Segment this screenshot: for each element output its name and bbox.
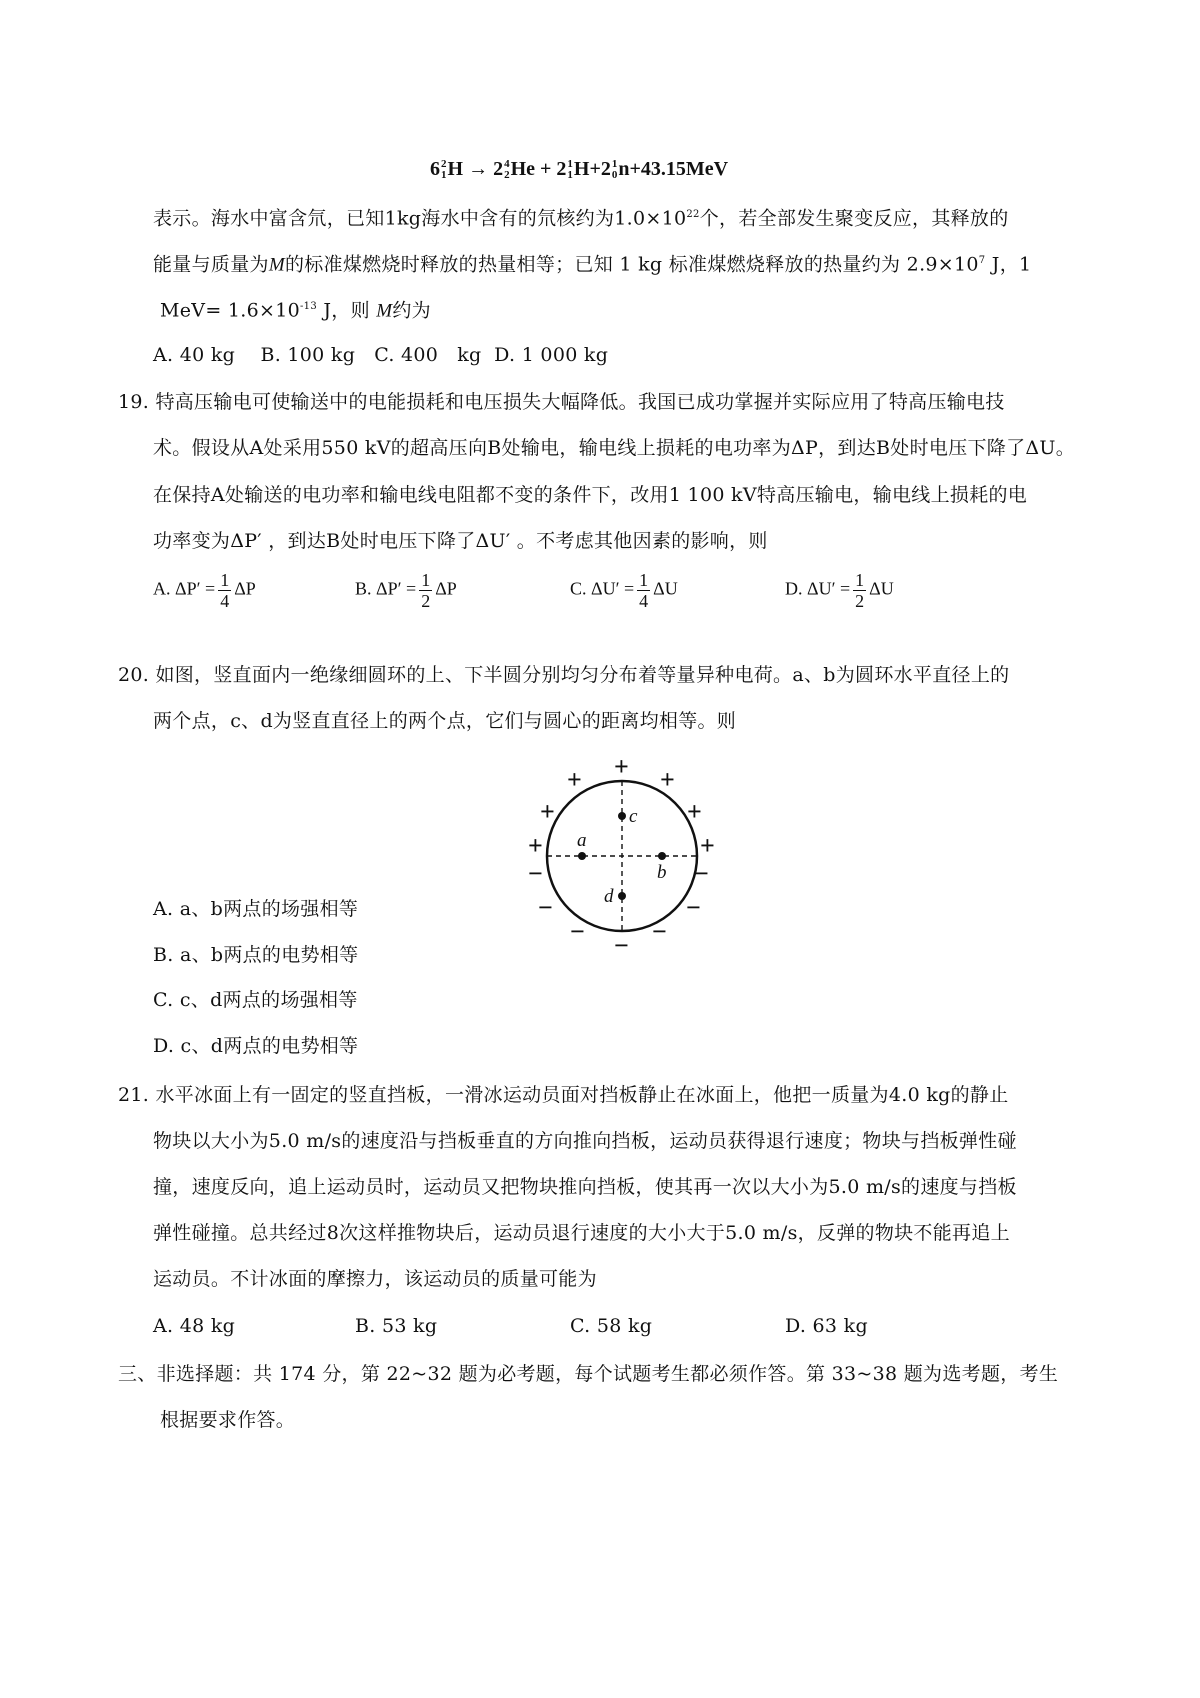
q20-option-a: A. a、b两点的场强相等 xyxy=(153,898,359,920)
point-c xyxy=(618,812,626,820)
q21-line4: 弹性碰撞。总共经过8次这样推物块后，运动员退行速度的大小大于5.0 m/s，反弹的物块不能再追上 xyxy=(153,1222,1010,1244)
point-a xyxy=(578,852,586,860)
q18-line1: 表示。海水中富含氘，已知1kg海水中含有的氘核约为$1.0\times 10^{22}$个，若全部发生聚变反应，其释放的 xyxy=(153,207,1009,230)
svg-text:+: + xyxy=(660,765,675,794)
q19-option-c: C. ΔU′ = $\frac{1}{4}$ ΔU xyxy=(570,570,678,611)
svg-text:−: − xyxy=(614,931,629,958)
q18-line3: $MeV= 1.6\times 10^{-13}$ J，则 M约为 xyxy=(160,299,431,322)
svg-text:−: − xyxy=(570,917,585,946)
fusion-equation: 6 2 1 H → 2 4 2 He + 2 1 1 H+2 1 0 n+43.15MeV xyxy=(430,158,729,182)
point-b xyxy=(658,852,666,860)
q21-line2: 物块以大小为5.0 m/s的速度沿与挡板垂直的方向推向挡板，运动员获得退行速度；物块与挡板弹性碰 xyxy=(153,1130,1017,1152)
q21-option-b: B. 53 kg xyxy=(355,1315,438,1337)
label-c: c xyxy=(629,806,638,827)
svg-text:+: + xyxy=(700,831,715,860)
q21-option-c: C. 58 kg xyxy=(570,1315,653,1337)
point-d xyxy=(618,892,626,900)
q19-option-d: D. ΔU′ = $\frac{1}{2}$ ΔU xyxy=(785,570,894,611)
q19-line3: 在保持A处输送的电功率和输电线电阻都不变的条件下，改用1 100 kV特高压输电，输电线上损耗的电 xyxy=(153,484,1028,506)
q20-line2: 两个点，c、d为竖直直径上的两个点，它们与圆心的距离均相等。则 xyxy=(153,710,737,732)
charged-ring-figure xyxy=(522,758,722,958)
svg-text:+: + xyxy=(614,758,629,781)
q21-option-d: D. 63 kg xyxy=(785,1315,868,1337)
svg-text:−: − xyxy=(686,893,701,922)
svg-text:+: + xyxy=(540,797,555,826)
svg-text:−: − xyxy=(528,859,543,888)
svg-text:−: − xyxy=(694,859,709,888)
q20-option-b: B. a、b两点的电势相等 xyxy=(153,944,359,966)
q21-option-a: A. 48 kg xyxy=(153,1315,236,1337)
q19-option-b: B. ΔP′ = $\frac{1}{2}$ ΔP xyxy=(355,570,457,611)
svg-text:−: − xyxy=(538,893,553,922)
section3-line2: 根据要求作答。 xyxy=(160,1409,296,1431)
q21-line1: 21. 水平冰面上有一固定的竖直挡板，一滑冰运动员面对挡板静止在冰面上，他把一质量为4.0 kg的静止 xyxy=(118,1084,1009,1106)
label-b: b xyxy=(657,862,667,883)
q19-line4: 功率变为ΔP′ ，到达B处时电压下降了ΔU′ 。不考虑其他因素的影响，则 xyxy=(153,530,768,552)
minus-charges xyxy=(528,859,709,958)
eq-arrow: → xyxy=(468,158,489,180)
label-d: d xyxy=(604,886,614,907)
q19-line2: 术。假设从A处采用550 kV的超高压向B处输电，输电线上损耗的电功率为ΔP，到达B处时电压下降了ΔU。 xyxy=(153,437,1076,459)
svg-text:+: + xyxy=(528,831,543,860)
q20-line1: 20. 如图，竖直面内一绝缘细圆环的上、下半圆分别均匀分布着等量异种电荷。a、b为圆环水平直径上的 xyxy=(118,664,1010,686)
svg-text:+: + xyxy=(567,765,582,794)
q19-option-a: A. ΔP′ = $\frac{1}{4}$ ΔP xyxy=(153,570,256,611)
eq-coef: 6 xyxy=(430,158,440,180)
q21-line3: 撞，速度反向，追上运动员时，运动员又把物块推向挡板，使其再一次以大小为5.0 m/s的速度与挡板 xyxy=(153,1176,1017,1198)
svg-text:+: + xyxy=(687,797,702,826)
label-a: a xyxy=(577,830,587,851)
q20-option-d: D. c、d两点的电势相等 xyxy=(153,1035,359,1057)
svg-text:−: − xyxy=(652,917,667,946)
q20-option-c: C. c、d两点的场强相等 xyxy=(153,989,358,1011)
q21-line5: 运动员。不计冰面的摩擦力，该运动员的质量可能为 xyxy=(153,1268,597,1290)
q18-line2: 能量与质量为M的标准煤燃烧时释放的热量相等；已知 1 kg 标准煤燃烧释放的热量约为 $2.9\times 10^7$ J，1 xyxy=(153,253,1032,276)
section3-line1: 三、非选择题：共 174 分，第 22~32 题为必考题，每个试题考生都必须作答。第 33~38 题为选考题，考生 xyxy=(118,1363,1059,1385)
q18-options: A. 40 kg B. 100 kg C. 400 kg D. 1 000 kg xyxy=(153,344,609,366)
q19-line1: 19. 特高压输电可使输送中的电能损耗和电压损失大幅降低。我国已成功掌握并实际应用了特高压输电技 xyxy=(118,391,1005,413)
